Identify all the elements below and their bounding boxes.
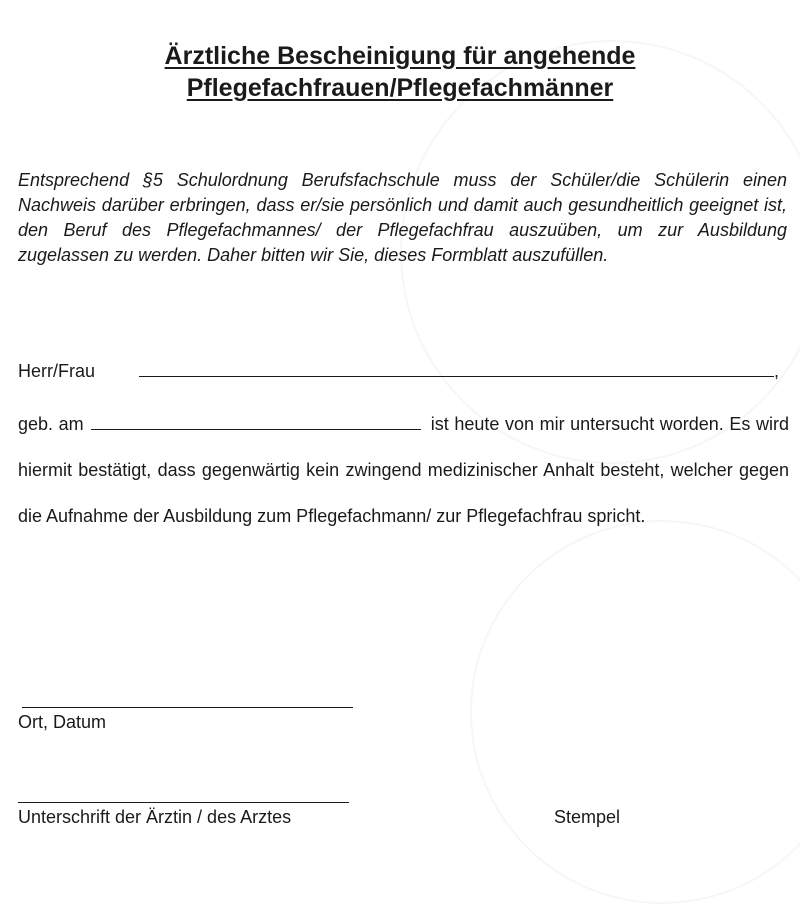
name-suffix: ,: [774, 361, 780, 381]
title-line-1: Ärztliche Bescheinigung für angehende: [164, 42, 636, 70]
place-date-label: Ort, Datum: [18, 712, 107, 732]
exam-statement: [18, 401, 789, 539]
signature-line[interactable]: [18, 802, 349, 803]
page-title: [0, 40, 800, 104]
statement-text: ist heute von mir untersucht worden. Es wird hiermit bestätigt, dass gegenwärtig kein zwingend medizinischer Anhalt besteht, welcher gegen die Aufnahme der Ausbildung zum Pflegefachmann/ zur Pflegefachfrau spricht.: [18, 414, 789, 526]
intro-paragraph: Entsprechend §5 Schulordnung Berufsfachschule muss der Schüler/die Schülerin einen Nachweis darüber erbringen, dass er/sie persönlich und damit auch gesundheitlich geeignet ist, den Beruf des Pflegefachmannes/ der Pflegefachfrau auszuüben, um zur Ausbildung zugelassen zu werden. Daher bitten wir Sie, dieses Formblatt auszufüllen.: [18, 170, 787, 265]
name-field[interactable]: [139, 358, 774, 377]
name-row: [18, 358, 779, 384]
watermark-circle: [470, 520, 800, 904]
birth-date-field[interactable]: [91, 411, 421, 430]
name-label: Herr/Frau: [18, 361, 96, 381]
title-line-2: Pflegefachfrauen/Pflegefachmänner: [186, 74, 614, 102]
signature-label: Unterschrift der Ärztin / des Arztes: [18, 807, 292, 827]
place-date-line[interactable]: [22, 707, 353, 708]
birth-label: geb. am: [18, 414, 84, 434]
stamp-label: Stempel: [554, 807, 621, 827]
